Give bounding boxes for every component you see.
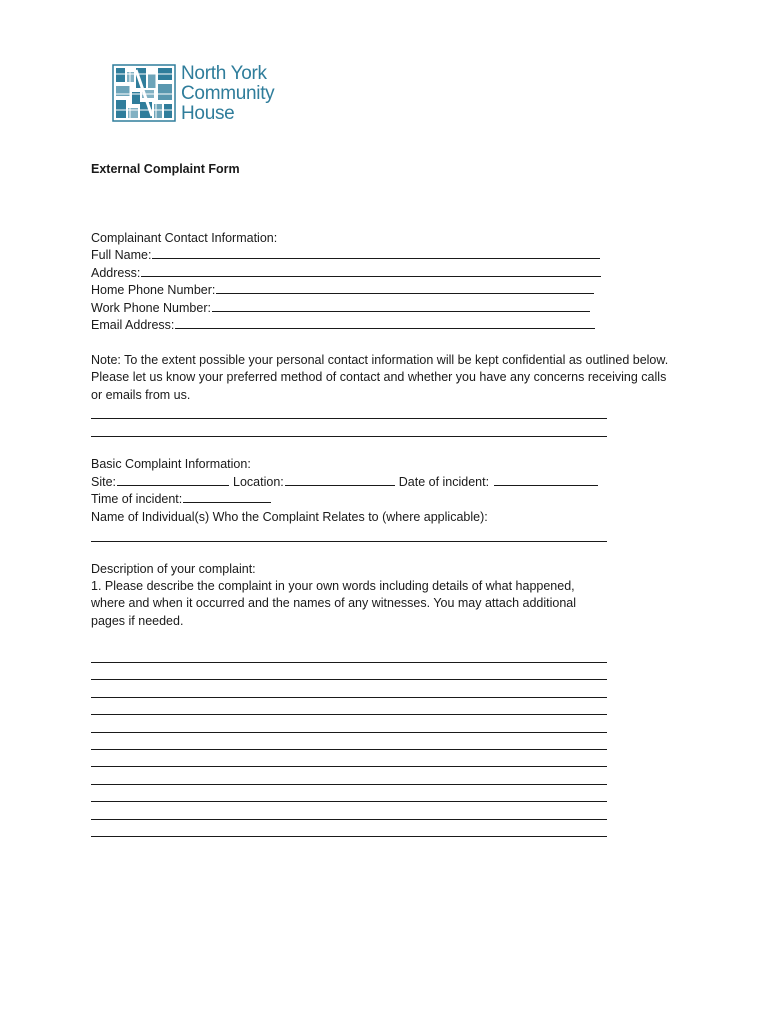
time-of-incident-label: Time of incident:: [91, 492, 183, 506]
time-of-incident-field[interactable]: [183, 491, 271, 503]
address-field[interactable]: [141, 265, 601, 277]
full-name-row: [91, 247, 600, 264]
description-line-1[interactable]: [91, 662, 607, 663]
description-line-11[interactable]: [91, 836, 607, 837]
description-line-10[interactable]: [91, 819, 607, 820]
full-name-field[interactable]: [152, 247, 600, 259]
description-line-7[interactable]: [91, 766, 607, 767]
individuals-label: Name of Individual(s) Who the Complaint Relates to (where applicable):: [91, 510, 488, 524]
description-line-2[interactable]: [91, 679, 607, 680]
work-phone-row: [91, 300, 590, 317]
organization-name-line-1: North York: [181, 63, 267, 84]
description-line-6[interactable]: [91, 749, 607, 750]
date-of-incident-label: Date of incident:: [398, 475, 490, 489]
contact-heading: Complainant Contact Information:: [91, 231, 278, 245]
site-label: Site:: [91, 475, 117, 489]
email-label: Email Address:: [91, 318, 175, 332]
basic-info-heading: Basic Complaint Information:: [91, 457, 251, 471]
description-line-3[interactable]: [91, 697, 607, 698]
home-phone-field[interactable]: [216, 282, 594, 294]
time-of-incident-row: [91, 491, 271, 508]
description-line-8[interactable]: [91, 784, 607, 785]
full-name-label: Full Name:: [91, 248, 152, 262]
email-row: [91, 317, 595, 334]
description-line-9[interactable]: [91, 801, 607, 802]
email-field[interactable]: [175, 317, 595, 329]
description-line-4[interactable]: [91, 714, 607, 715]
work-phone-label: Work Phone Number:: [91, 301, 211, 315]
description-heading: Description of your complaint:: [91, 562, 256, 576]
contact-preference-line-2[interactable]: [91, 436, 607, 437]
description-instruction: 1. Please describe the complaint in your own words including details of what happened, where and when it occurred and the names of any witnesses. You may attach additional pages if needed.: [91, 579, 577, 628]
form-title: External Complaint Form: [91, 162, 240, 176]
privacy-note: Note: To the extent possible your personal contact information will be kept confidential as outlined below. Please let us know your preferred method of contact and whether you have any concerns receiving calls or emails from us.: [91, 353, 669, 402]
organization-name: [181, 64, 274, 124]
individuals-field[interactable]: [91, 541, 607, 542]
home-phone-row: [91, 282, 594, 299]
site-field[interactable]: [117, 474, 229, 486]
organization-name-line-3: House: [181, 103, 235, 124]
site-location-date-row: [91, 474, 598, 491]
organization-logo: [112, 64, 302, 126]
contact-preference-line-1[interactable]: [91, 418, 607, 419]
location-label: Location:: [233, 475, 284, 489]
address-row: [91, 265, 601, 282]
description-line-5[interactable]: [91, 732, 607, 733]
date-of-incident-field[interactable]: [494, 474, 598, 486]
organization-name-line-2: Community: [181, 83, 275, 104]
home-phone-label: Home Phone Number:: [91, 283, 216, 297]
community-house-building-logo-icon: [112, 64, 176, 122]
work-phone-field[interactable]: [212, 300, 590, 312]
location-field[interactable]: [285, 474, 395, 486]
address-label: Address:: [91, 266, 141, 280]
